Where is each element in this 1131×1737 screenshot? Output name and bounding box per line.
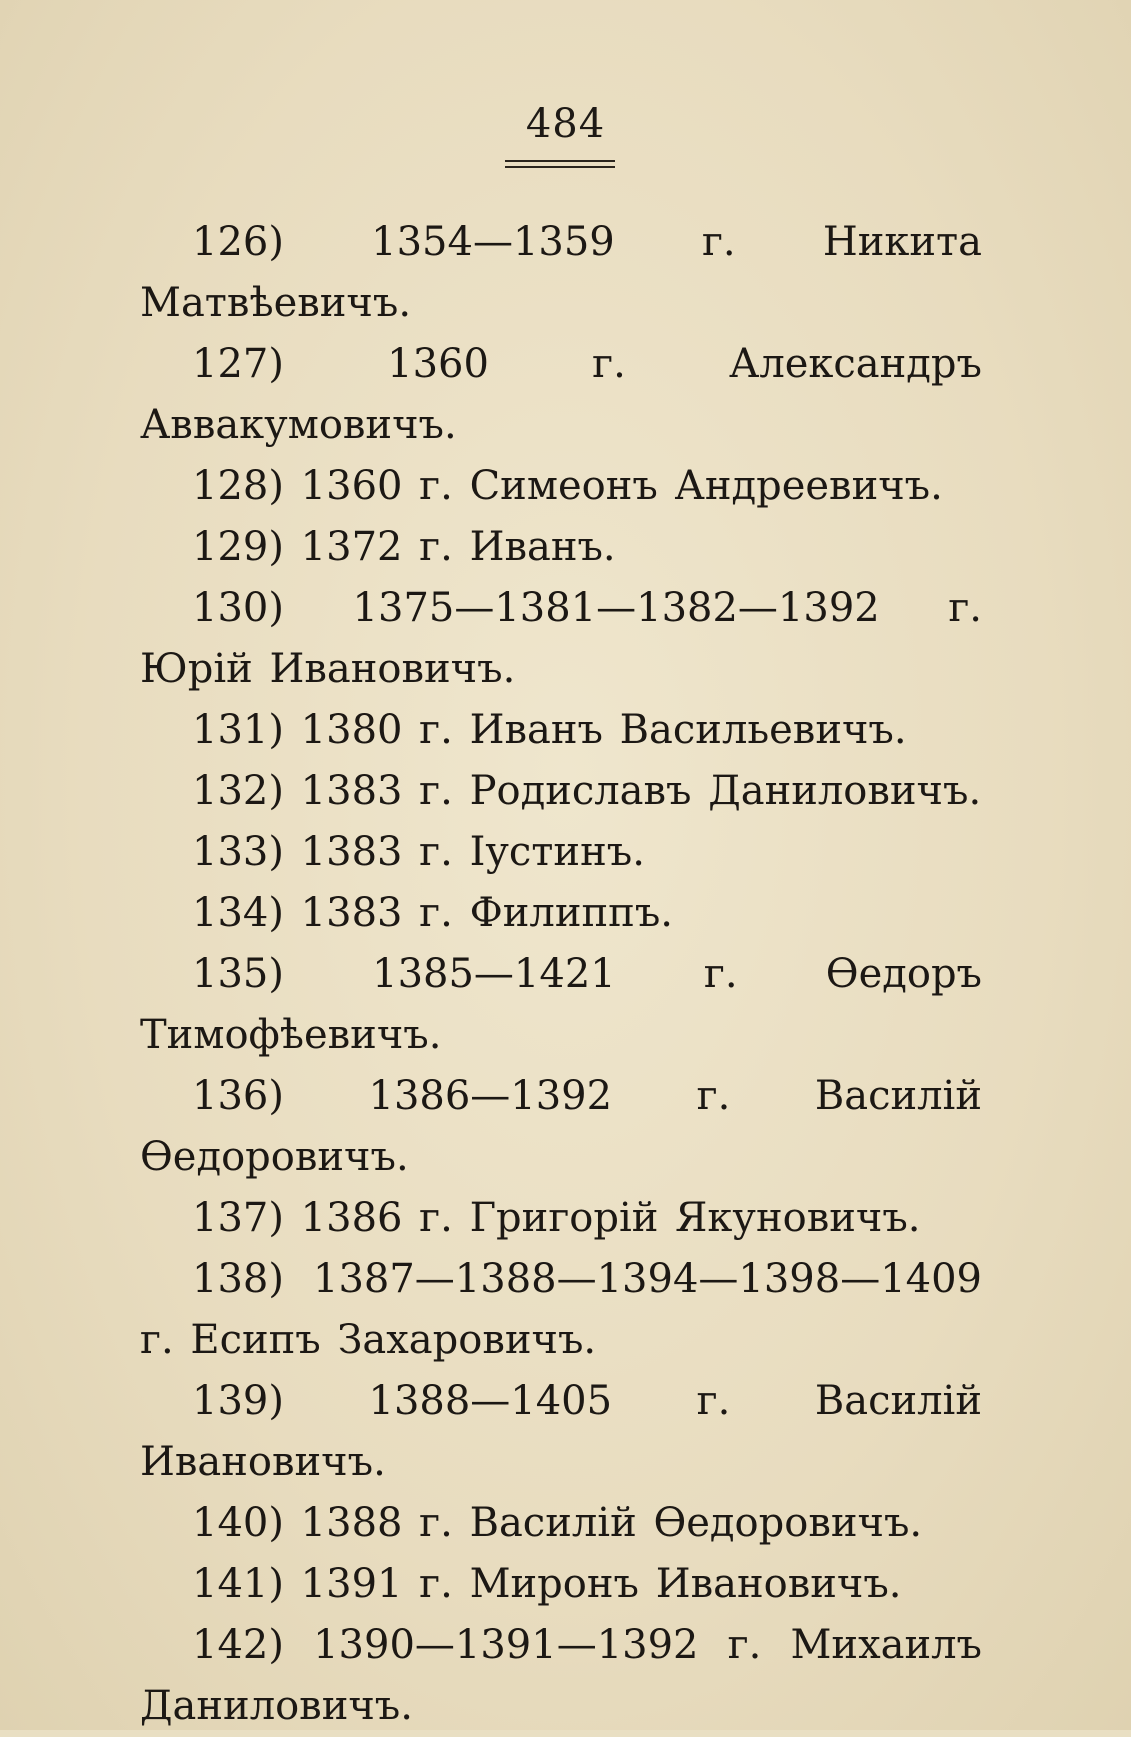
list-entry: 134) 1383 г. Филиппъ. bbox=[192, 890, 673, 936]
list-entry: 127) 1360 г. Александръ Аввакумовичъ. bbox=[140, 341, 982, 448]
list-entry: 128) 1360 г. Симеонъ Андреевичъ. bbox=[192, 463, 943, 509]
page-number: 484 bbox=[525, 101, 606, 147]
list-entry: 139) 1388—1405 г. Василій Ивановичъ. bbox=[140, 1378, 982, 1485]
list-entry: 131) 1380 г. Иванъ Васильевичъ. bbox=[192, 707, 907, 753]
list-entry: 133) 1383 г. Іустинъ. bbox=[192, 829, 645, 875]
list-entry: 141) 1391 г. Миронъ Ивановичъ. bbox=[192, 1561, 902, 1607]
list-entry: 126) 1354—1359 г. Никита Матвѣевичъ. bbox=[140, 219, 982, 326]
list-entry: 140) 1388 г. Василій Ѳедоровичъ. bbox=[192, 1500, 923, 1546]
list-entry: 136) 1386—1392 г. Василій Ѳедоровичъ. bbox=[140, 1073, 982, 1180]
list-entry: 138) 1387—1388—1394—1398—1409 г. Есипъ Захаровичъ. bbox=[140, 1256, 982, 1363]
list-entry: 135) 1385—1421 г. Ѳедоръ Тимофѣевичъ. bbox=[140, 951, 982, 1058]
entry-list bbox=[140, 212, 982, 1737]
list-entry: 132) 1383 г. Родиславъ Даниловичъ. bbox=[192, 768, 982, 814]
list-entry: 129) 1372 г. Иванъ. bbox=[192, 524, 616, 570]
list-entry: 137) 1386 г. Григорій Якуновичъ. bbox=[192, 1195, 921, 1241]
header-double-rule bbox=[505, 160, 615, 168]
list-entry: 130) 1375—1381—1382—1392 г. Юрій Ивановичъ. bbox=[140, 585, 982, 692]
list-entry: 142) 1390—1391—1392 г. Михаилъ Даниловичъ. bbox=[140, 1622, 982, 1729]
